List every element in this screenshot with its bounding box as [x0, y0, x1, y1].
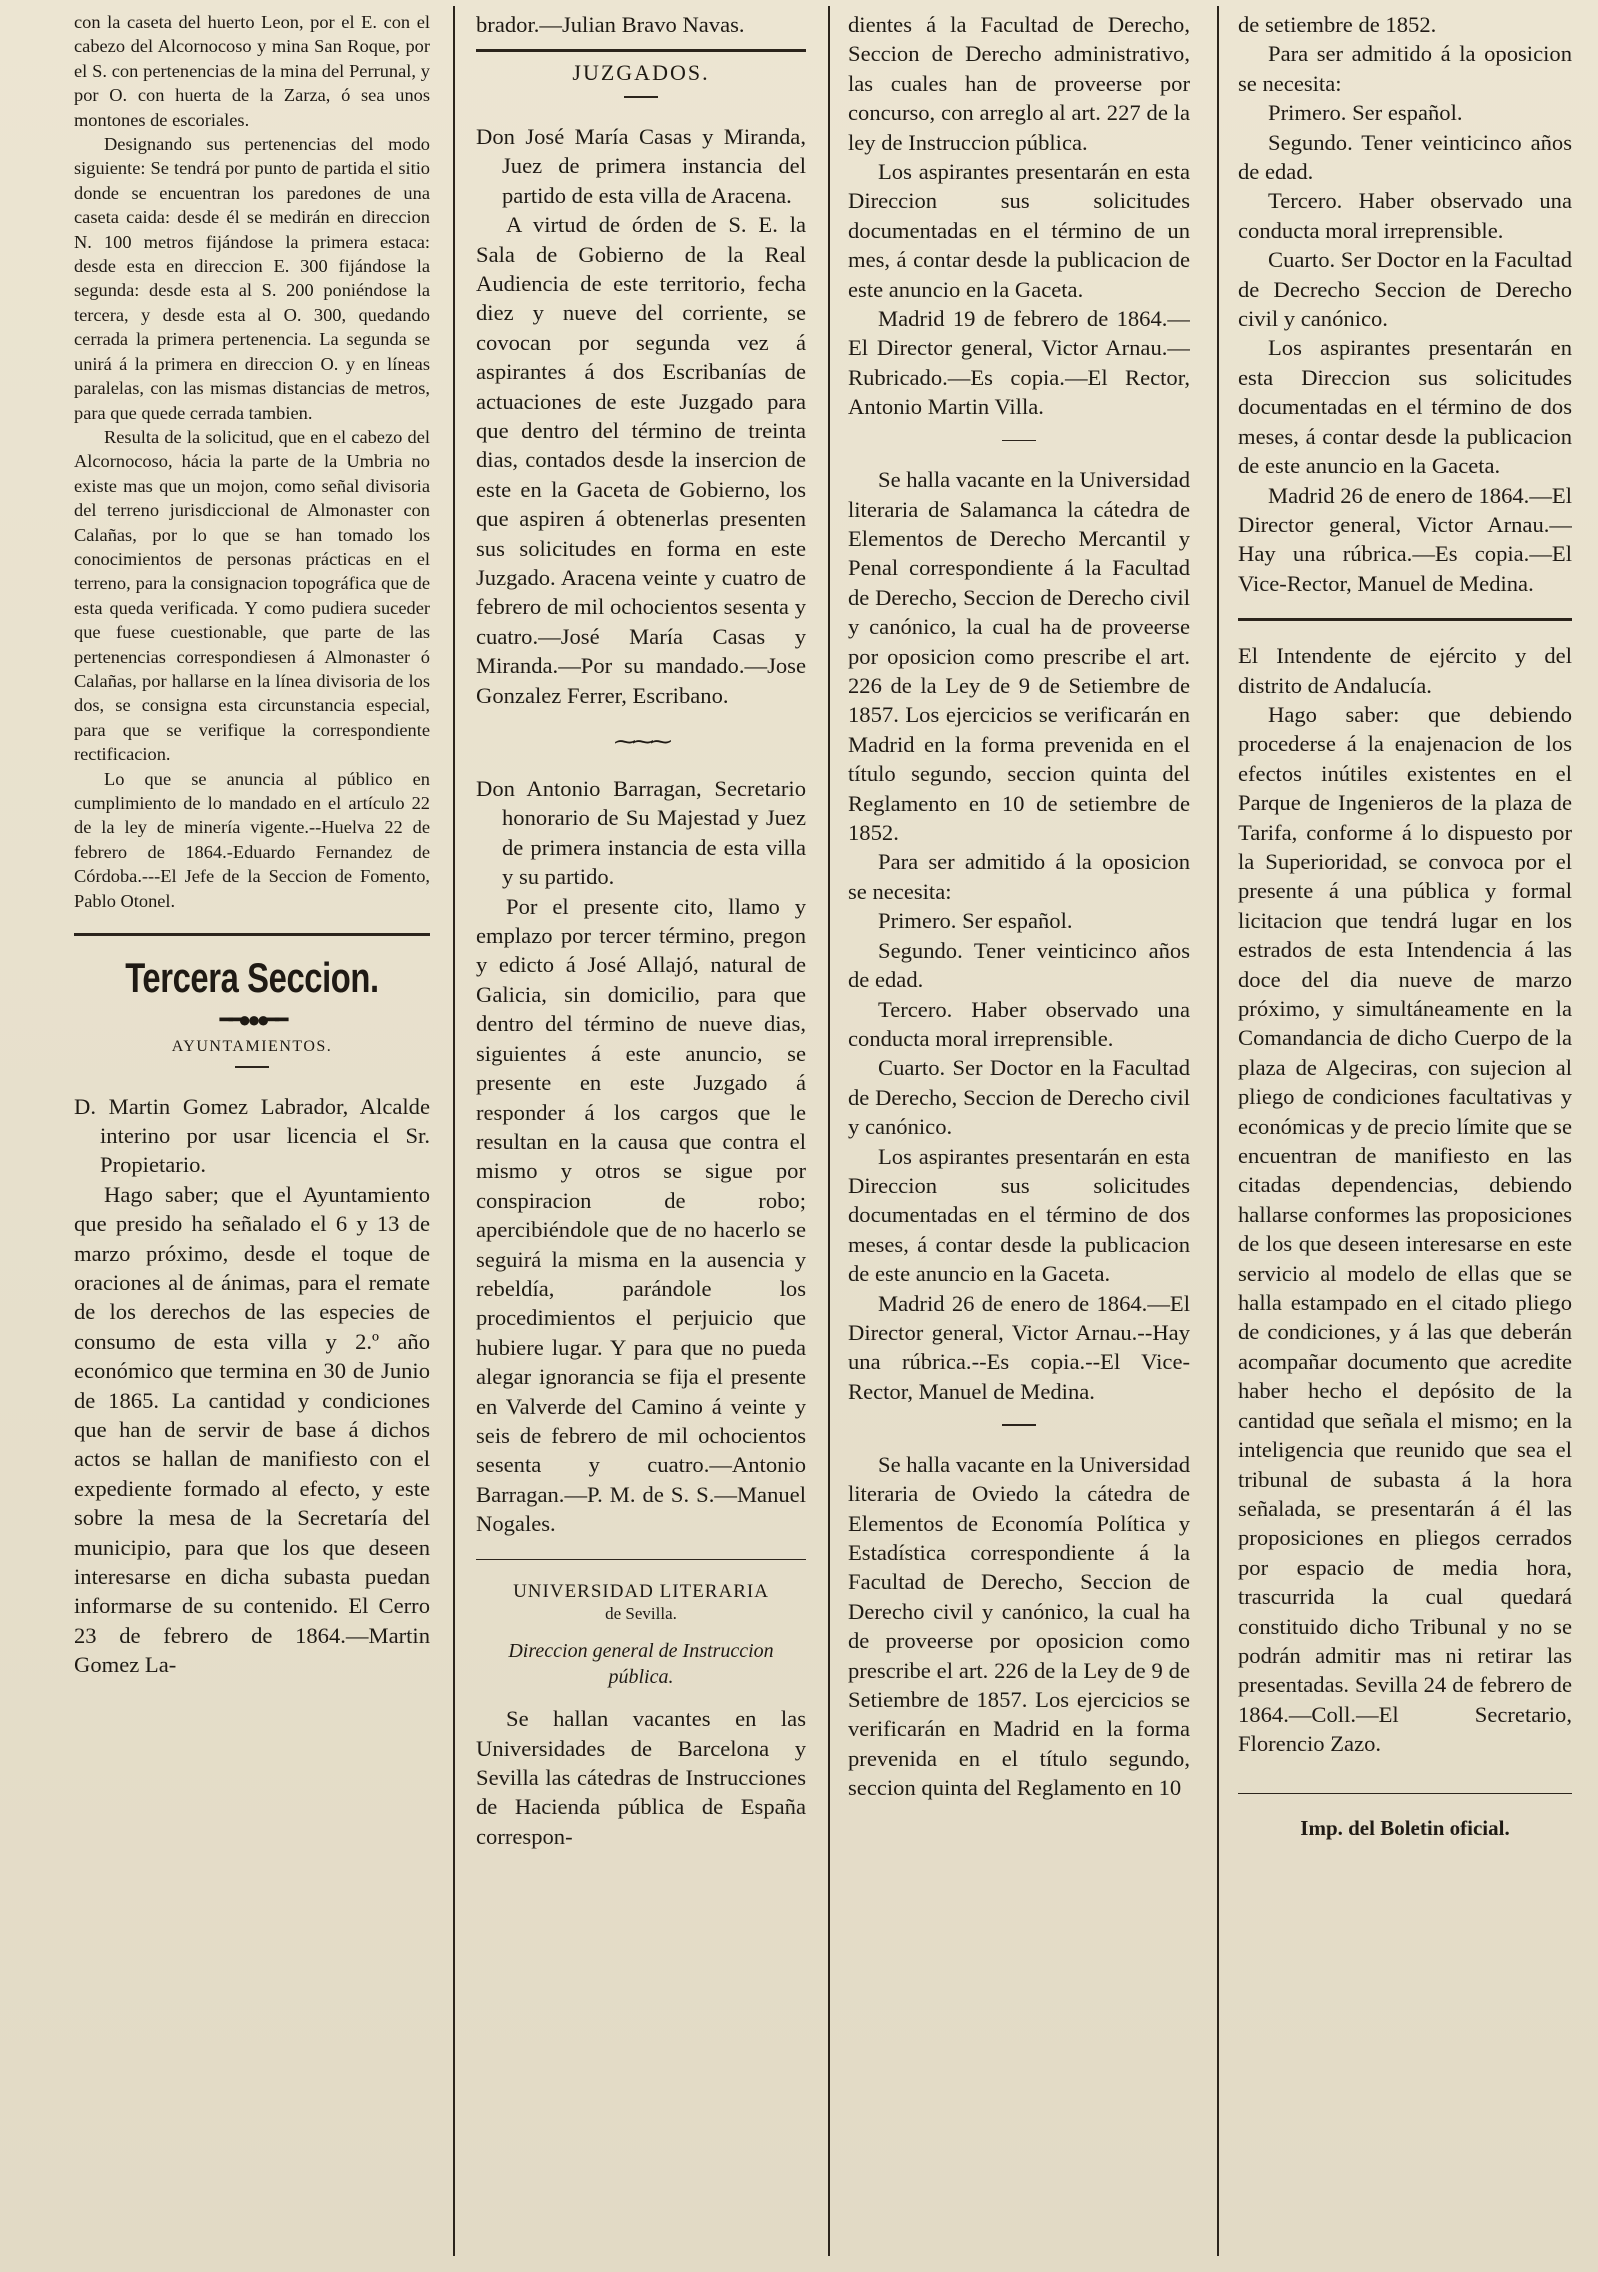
applicants-two-months: Los aspirantes presentarán en esta Direccion sus solicitudes documentadas en el término de dos meses, á contar desde la publicacion de este anuncio en la Gaceta.	[848, 1143, 1190, 1287]
subsection-heading-ayuntamientos: AYUNTAMIENTOS.	[171, 1038, 333, 1056]
requirement-fourth: Cuarto. Ser Doctor en la Facultad de Decrecho Seccion de Derecho civil y canónico.	[1238, 247, 1572, 332]
requirements-intro: Para ser admitido á la oposicion se necesita:	[1238, 41, 1572, 96]
column-rule	[453, 6, 455, 2256]
short-dash	[624, 96, 658, 98]
vacancy-oviedo-paragraph: Se halla vacante en la Universidad literaria de Oviedo la cátedra de Elementos de Economía Política y Estadística correspondiente á la Facultad de Derecho, Seccion de Derecho civil y canónico, la cual ha de proveerse por oposicion como prescribe el art. 226 de la Ley de 9 de Setiembre de 1857. Los ejercicios se verificarán en Madrid en la forma prevenida en el título segundo, seccion quinta del Reglamento en 10	[848, 1451, 1190, 1801]
requirement-second: Segundo. Tener veinticinco años de edad.	[1238, 129, 1572, 185]
vacancy-barcelona-paragraph: Se hallan vacantes en las Universidades de Barcelona y Sevilla las cátedras de Instrucciones de Hacienda pública de España correspon-	[476, 1706, 806, 1849]
column-2	[476, 10, 806, 1851]
requirement-first: Primero. Ser español.	[878, 908, 1073, 934]
signature-madrid-19: Madrid 19 de febrero de 1864.—El Director general, Victor Arnau.—Rubricado.—Es copia.—El Rector, Antonio Martin Villa.	[848, 306, 1190, 420]
signature-continuation: brador.—Julian Bravo Navas.	[476, 12, 745, 37]
judge-barragan-heading: Don Antonio Barragan, Secretario honorario de Su Majestad y Juez de primera instancia de esta villa y su partido.	[476, 776, 806, 890]
section-divider	[1238, 618, 1572, 621]
section-divider	[74, 933, 430, 936]
requirement-second: Segundo. Tener veinticinco años de edad.	[848, 937, 1190, 993]
requirement-fourth: Cuarto. Ser Doctor en la Facultad de Derecho, Seccion de Derecho civil y canónico.	[848, 1055, 1190, 1140]
intendente-heading: El Intendente de ejército y del distrito de Andalucía.	[1238, 643, 1572, 698]
section-heading-juzgados: JUZGADOS.	[572, 60, 710, 86]
vacancy-continuation-paragraph: dientes á la Facultad de Derecho, Seccion de Derecho administrativo, las cuales han de proveerse por concurso, con arreglo al art. 227 de la ley de Instruccion pública.	[848, 12, 1190, 155]
section-divider	[1238, 1793, 1572, 1795]
enajenacion-notice-paragraph: Hago saber: que debiendo procederse á la enajenacion de los efectos inútiles existentes en el Parque de Ingenieros de la plaza de Tarifa, conforme á lo dispuesto por la Superioridad, se convoca por el presente á una pública y formal licitacion que tendrá lugar en los estrados de esta Intendencia á las doce del dia nueve de marzo próximo, y simultáneamente en la Comandancia de dicho Cuerpo de la plaza de Algeciras, con sujecion al pliego de condiciones facultativas y económicas y de precio límite que se encuentran de manifiesto en las citadas dependencias, debiendo hallarse conformes las proposiciones de los que deseen interesarse en este servicio al modelo de ellas que se halla estampado en el citado pliego de condiciones, y á las que deberán acompañar documento que acredite haber hecho el depósito de la cantidad que señala el mismo; en la inteligencia que reunido que sea el tribunal de subasta á la hora señalada, se presentarán á él las proposiciones en pliegos cerrados por espacio de media hora, trascurrida la cual quedará constituido dicho Tribunal y no se podrán admitir mas ni retirar las presentadas. Sevilla 24 de febrero de 1864.—Coll.—El Secretario, Florencio Zazo.	[1238, 701, 1572, 1757]
ornament-divider: ⁓⁓⁓	[614, 729, 668, 755]
mine-result-paragraph: Resulta de la solicitud, que en el cabezo del Alcornocoso, hácia la parte de la Umbria no existe mas que un mojon, como señal divisoria del terreno jurisdiccional de Almonaster con Calañas, por lo que se han tomado los conocimientos de personas prácticas en el terreno, para la consignacion topográfica que de esta queda verificada. Y como pudiera suceder que fuese cuestionable, que parte de las pertenencias correspondiesen á Almonaster ó Calañas, por hallarse en la línea divisoria de los dos, se consigna esta circunstancia especial, para que se verifique la correspondiente rectificacion.	[74, 426, 430, 765]
mine-boundaries-paragraph: con la caseta del huerto Leon, por el E. con el cabezo del Alcornocoso y mina San Roque, por el S. con pertenencias de la mina del Perrunal, y por O. con huerta de la Zarza, ó sea unos montones de escoriales.	[74, 12, 430, 130]
column-3	[848, 10, 1190, 1803]
applicants-two-months: Los aspirantes presentarán en esta Direccion sus solicitudes documentadas en el término de dos meses, á contar desde la publicacion de este anuncio en la Gaceta.	[1238, 335, 1572, 479]
auction-notice-paragraph: Hago saber; que el Ayuntamiento que presido ha señalado el 6 y 13 de marzo próximo, desde el toque de oraciones al de ánimas, para el remate de los derechos de las especies de consumo de esta villa y 2.º año económico que termina en 30 de Junio de 1865. La cantidad y condiciones que han de servir de base á dichos actos se hallan de manifiesto con el expediente formado al efecto, y este sobre la mesa de la Secretaría del municipio, para que los que deseen interesarse en dicha subasta puedan informarse de su contenido. El Cerro 23 de febrero de 1864.—Martin Gomez La-	[74, 1181, 430, 1678]
judge-heading-paragraph: Don José María Casas y Miranda, Juez de primera instancia del partido de esta villa de Aracena.	[476, 123, 806, 208]
column-rule	[1217, 6, 1219, 2256]
requirement-third: Tercero. Haber observado una conducta moral irreprensible.	[848, 996, 1190, 1051]
applicants-paragraph: Los aspirantes presentarán en esta Direccion sus solicitudes documentadas en el término de un mes, á contar desde la publicacion de este anuncio en la Gaceta.	[848, 159, 1190, 302]
column-rule	[828, 6, 830, 2256]
mine-announcement-paragraph: Lo que se anuncia al público en cumplimiento de lo mandado en el artículo 22 de la ley de minería vigente.--Huelva 22 de febrero de 1864.-Eduardo Fernandez de Córdoba.---El Jefe de la Seccion de Fomento, Pablo Otonel.	[74, 768, 430, 911]
vacancy-salamanca-paragraph: Se halla vacante en la Universidad literaria de Salamanca la cátedra de Elementos de Derecho Mercantil y Penal correspondiente á la Facultad de Derecho, Seccion de Derecho civil y canónico, la cual ha de proveerse por oposicion como prescribe el art. 226 de la Ley de 9 de Setiembre de 1857. Los ejercicios se verificarán en Madrid en la forma prevenida en el título segundo, seccion quinta del Reglamento en 10 de setiembre de 1852.	[848, 467, 1190, 846]
short-dash	[235, 1066, 269, 1068]
mine-designation-paragraph: Designando sus pertenencias del modo siguiente: Se tendrá por punto de partida el sitio donde se encuentran los paredones de una caseta caida: desde él se medirán en direccion N. 100 metros fijándose la primera estaca: desde esta en direccion E. 300 fijándose la segunda: desde esta al S. 200 poniéndose la tercera, y desde esta al O. 300, quedando cerrada la primera pertenencia. La segunda se unirá á la primera en direccion O. y en líneas paralelas, con las mismas distancias de metros, para que quede cerrada tambien.	[74, 134, 430, 423]
printer-imprint: Imp. del Boletin oficial.	[1300, 1816, 1510, 1841]
column-4	[1238, 10, 1572, 1841]
requirement-first: Primero. Ser español.	[1268, 100, 1463, 126]
short-dash	[1002, 440, 1036, 442]
section-divider	[476, 1559, 806, 1561]
section-divider	[476, 49, 806, 52]
column-1	[74, 10, 430, 1680]
summons-paragraph: Por el presente cito, llamo y emplazo por tercer término, pregon y edicto á José Allajó, natural de Galicia, sin domicilio, para que dentro del término de nueve dias, siguientes á este anuncio, se presente en este Juzgado á responder á los cargos que le resultan en la causa que contra el mismo y otros se sigue por conspiracion de robo; apercibiéndole que de no hacerlo se seguirá la misma en la ausencia y rebeldía, parándole los procedimientos el perjuicio que hubiere lugar. Y para que no pueda alegar ignorancia se fija el presente en Valverde del Camino á veinte y seis de febrero de mil ochocientos sesenta y cuatro.—Antonio Barragan.—P. M. de S. S.—Manuel Nogales.	[476, 893, 806, 1537]
escribania-notice-paragraph: A virtud de órden de S. E. la Sala de Gobierno de la Real Audiencia de este territorio, fecha diez y nueve del corriente, se covocan por segunda vez á aspirantes á dos Escribanías de actuaciones de este Juzgado para que dentro del término de treinta dias, contados desde la insercion de este en la Gaceta de Gobierno, los que aspiren á obtenerlas presenten sus solicitudes en forma en este Juzgado. Aracena veinte y cuatro de febrero de mil ochocientos sesenta y cuatro.—José María Casas y Miranda.—Por su mandado.—Jose Gonzalez Ferrer, Escribano.	[476, 212, 806, 708]
signature-madrid-26: Madrid 26 de enero de 1864.—El Director general, Victor Arnau.--Hay una rúbrica.--Es copia.--El Vice-Rector, Manuel de Medina.	[848, 1290, 1190, 1404]
mayor-heading-paragraph: D. Martin Gomez Labrador, Alcalde interino por usar licencia el Sr. Propietario.	[74, 1093, 430, 1178]
ornament-divider: ━━●●●━━	[219, 1007, 285, 1033]
requirement-third: Tercero. Haber observado una conducta moral irreprensible.	[1238, 188, 1572, 243]
short-dash	[1002, 1424, 1036, 1426]
requirements-intro: Para ser admitido á la oposicion se necesita:	[848, 849, 1190, 904]
university-heading: UNIVERSIDAD LITERARIA	[513, 1581, 769, 1603]
date-continuation: de setiembre de 1852.	[1238, 12, 1437, 37]
signature-madrid-26: Madrid 26 de enero de 1864.—El Director general, Victor Arnau.—Hay una rúbrica.—Es copia.—El Vice-Rector, Manuel de Medina.	[1238, 482, 1572, 596]
direction-heading: Direccion general de Instruccion pública.	[508, 1640, 774, 1689]
section-heading-tercera: Tercera Seccion.	[125, 954, 379, 1002]
university-subheading: de Sevilla.	[605, 1604, 677, 1624]
